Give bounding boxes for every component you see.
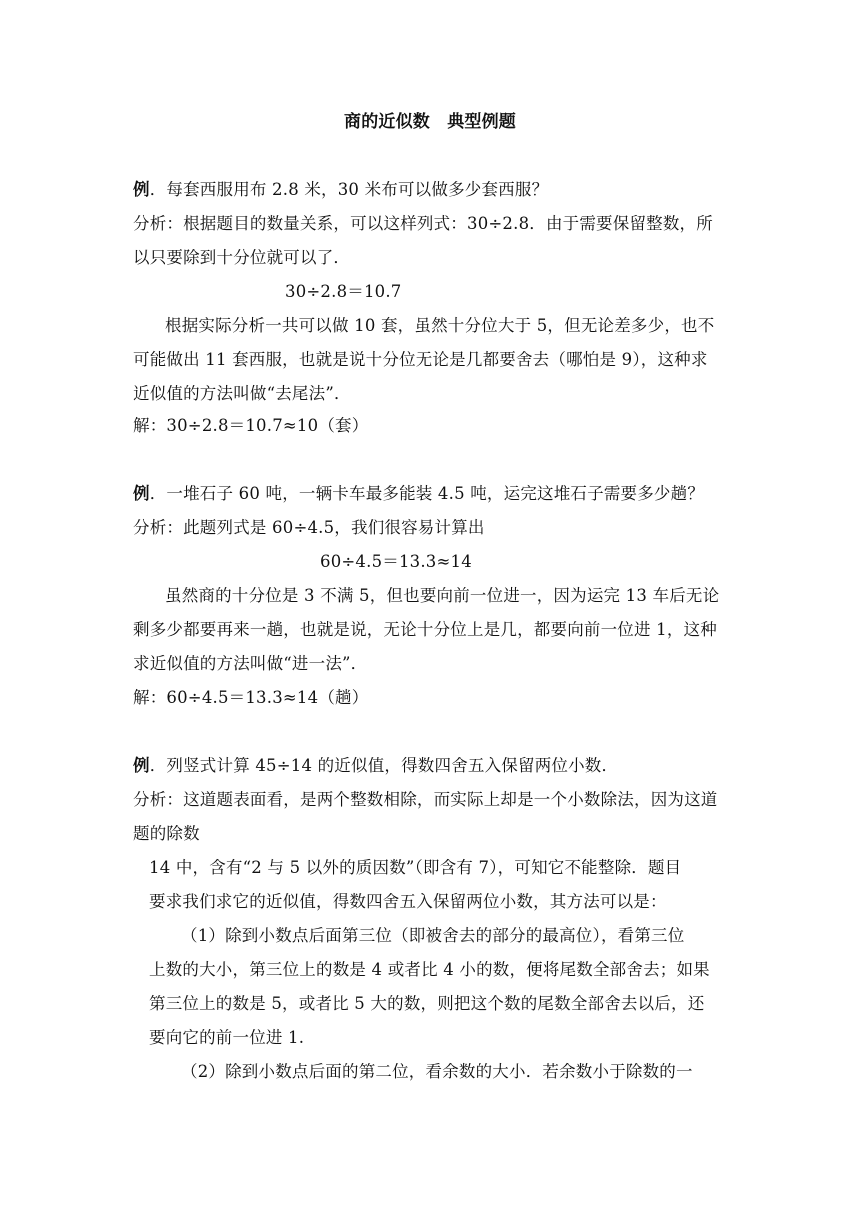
example-3-analysis-line: 要求我们求它的近似值，得数四舍五入保留两位小数，其方法可以是： xyxy=(149,892,667,911)
example-1-analysis-line: 以只要除到十分位就可以了． xyxy=(133,248,351,267)
example-3-analysis-line: 分析：这道题表面看，是两个整数相除，而实际上却是一个小数除法，因为这道 xyxy=(133,790,718,809)
example-1-formula: 30÷2.8＝10.7 xyxy=(285,282,402,301)
example-2-paragraph-line: 剩多少都要再来一趟，也就是说，无论十分位上是几，都要向前一位进 1，这种 xyxy=(133,620,717,639)
example-label: 例 xyxy=(133,484,150,503)
example-label: 例 xyxy=(133,180,150,199)
page-title: 商的近似数 典型例题 xyxy=(344,112,516,132)
example-2-paragraph-line: 求近似值的方法叫做“进一法”． xyxy=(133,654,368,673)
example-2-formula: 60÷4.5＝13.3≈14 xyxy=(320,552,472,571)
example-3-step-1-line: （1）除到小数点后面第三位（即被舍去的部分的最高位），看第三位 xyxy=(181,926,685,945)
example-1-paragraph-line: 近似值的方法叫做“去尾法”． xyxy=(133,384,351,403)
example-1-paragraph-line: 可能做出 11 套西服，也就是说十分位无论是几都要舍去（哪怕是 9），这种求 xyxy=(133,350,708,369)
example-3-step-1-line: 要向它的前一位进 1. xyxy=(149,1028,305,1047)
example-2-solution: 解：60÷4.5＝13.3≈14（趟） xyxy=(133,688,369,707)
example-3-step-2-line: （2）除到小数点后面的第二位，看余数的大小．若余数小于除数的一 xyxy=(181,1062,693,1081)
example-1-paragraph-line: 根据实际分析一共可以做 10 套，虽然十分位大于 5，但无论差多少，也不 xyxy=(165,316,715,335)
example-1-solution: 解：30÷2.8＝10.7≈10（套） xyxy=(133,416,369,435)
example-1-question: 例．每套西服用布 2.8 米，30 米布可以做多少套西服？ xyxy=(133,180,549,199)
example-2-question: 例．一堆石子 60 吨，一辆卡车最多能装 4.5 吨，运完这堆石子需要多少趟？ xyxy=(133,484,705,503)
example-3-step-1-line: 上数的大小，第三位上的数是 4 或者比 4 小的数，便将尾数全部舍去；如果 xyxy=(149,960,710,979)
example-label: 例 xyxy=(133,756,150,775)
example-1-analysis-line: 分析：根据题目的数量关系，可以这样列式：30÷2.8．由于需要保留整数，所 xyxy=(133,214,713,233)
example-2-analysis-line: 分析：此题列式是 60÷4.5，我们很容易计算出 xyxy=(133,518,485,537)
example-3-step-1-line: 第三位上的数是 5，或者比 5 大的数，则把这个数的尾数全部舍去以后，还 xyxy=(149,994,705,1013)
example-3-question: 例．列竖式计算 45÷14 的近似值，得数四舍五入保留两位小数． xyxy=(133,756,619,775)
example-3-analysis-line: 题的除数 xyxy=(133,824,200,843)
example-3-analysis-line: 14 中，含有“2 与 5 以外的质因数”（即含有 7），可知它不能整除．题目 xyxy=(149,858,682,877)
example-2-paragraph-line: 虽然商的十分位是 3 不满 5，但也要向前一位进一，因为运完 13 车后无论 xyxy=(165,586,720,605)
